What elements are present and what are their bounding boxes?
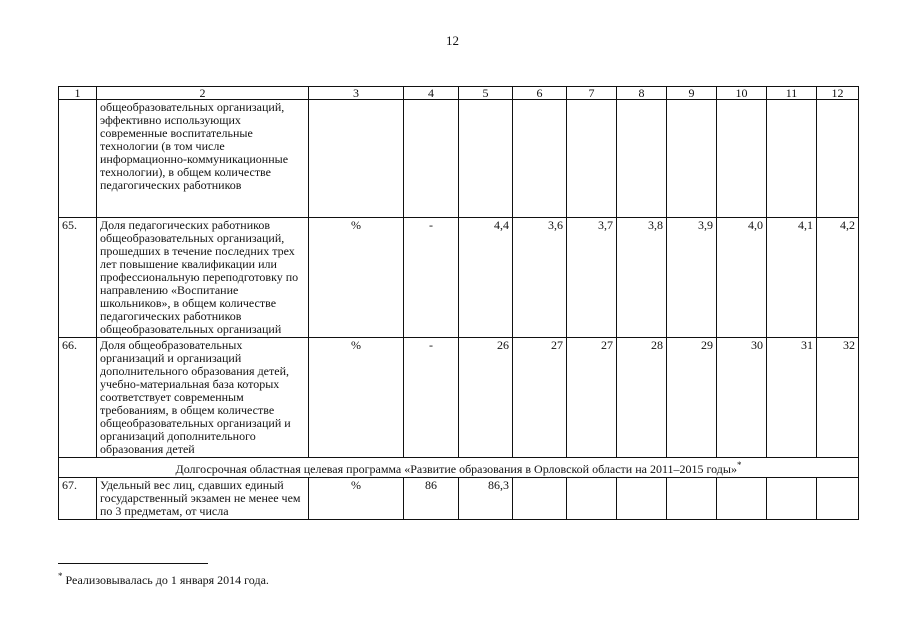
footnote-divider <box>58 563 208 564</box>
footnote-text: Реализовывалась до 1 января 2014 года. <box>65 573 269 587</box>
unit-cell: % <box>309 338 404 458</box>
indicator-description: Доля педагогических работников общеобразовательных организаций, прошедших в течение последних трех лет повышение квалификации или профессиональную переподготовку по направлению «Воспитание школьников», в общем количестве педагогических работников общеобразовательных организаций <box>97 218 309 338</box>
header-cell: 10 <box>717 87 767 100</box>
value-cell <box>459 100 513 218</box>
footnote-marker: * <box>736 460 742 470</box>
value-cell: 27 <box>567 338 617 458</box>
header-cell: 12 <box>817 87 859 100</box>
row-number <box>59 100 97 218</box>
page-number: 12 <box>446 33 459 48</box>
value-cell: 4,1 <box>767 218 817 338</box>
value-cell <box>567 100 617 218</box>
value-cell: - <box>404 218 459 338</box>
table-row <box>59 100 859 218</box>
value-cell <box>667 100 717 218</box>
indicator-description: общеобразовательных организаций, эффективно использующих современные воспитательные технологии (в том числе информационно-коммуникационные технологии), в общем количестве педагогических работников <box>97 100 309 218</box>
unit-cell: % <box>309 478 404 520</box>
header-cell: 8 <box>617 87 667 100</box>
row-number: 67. <box>59 478 97 520</box>
value-cell: 3,6 <box>513 218 567 338</box>
value-cell <box>513 478 567 520</box>
unit-cell: % <box>309 218 404 338</box>
value-cell: 86 <box>404 478 459 520</box>
value-cell: 31 <box>767 338 817 458</box>
value-cell: 4,2 <box>817 218 859 338</box>
value-cell: 4,0 <box>717 218 767 338</box>
header-cell: 4 <box>404 87 459 100</box>
value-cell <box>817 100 859 218</box>
value-cell: 30 <box>717 338 767 458</box>
value-cell <box>567 478 617 520</box>
value-cell <box>617 100 667 218</box>
header-cell: 5 <box>459 87 513 100</box>
value-cell: 3,9 <box>667 218 717 338</box>
header-cell: 3 <box>309 87 404 100</box>
value-cell: 3,7 <box>567 218 617 338</box>
value-cell <box>767 478 817 520</box>
indicator-description: Доля общеобразовательных организаций и организаций дополнительного образования детей, учебно-материальная база которых соответствует современным требованиям, в общем количестве общеобразовательных организаций и организаций дополнительного образования детей <box>97 338 309 458</box>
value-cell: 32 <box>817 338 859 458</box>
section-title: Долгосрочная областная целевая программа «Развитие образования в Орловской области на 2011–2015 годы» <box>175 462 737 476</box>
unit-cell <box>309 100 404 218</box>
section-row <box>59 458 859 478</box>
value-cell: 4,4 <box>459 218 513 338</box>
value-cell: 3,8 <box>617 218 667 338</box>
value-cell: 28 <box>617 338 667 458</box>
value-cell <box>817 478 859 520</box>
value-cell: 26 <box>459 338 513 458</box>
indicators-table <box>58 86 859 520</box>
row-number: 65. <box>59 218 97 338</box>
value-cell: 27 <box>513 338 567 458</box>
value-cell <box>667 478 717 520</box>
header-cell: 2 <box>97 87 309 100</box>
section-title-cell <box>59 458 859 478</box>
value-cell <box>717 100 767 218</box>
table-row <box>59 338 859 458</box>
value-cell <box>767 100 817 218</box>
header-cell: 9 <box>667 87 717 100</box>
table-row <box>59 478 859 520</box>
value-cell <box>717 478 767 520</box>
footnote <box>58 571 269 588</box>
value-cell <box>404 100 459 218</box>
value-cell: 29 <box>667 338 717 458</box>
row-number: 66. <box>59 338 97 458</box>
value-cell <box>617 478 667 520</box>
value-cell: 86,3 <box>459 478 513 520</box>
table-header-row <box>59 87 859 100</box>
value-cell <box>513 100 567 218</box>
header-cell: 11 <box>767 87 817 100</box>
header-cell: 1 <box>59 87 97 100</box>
footnote-mark: * <box>58 571 63 581</box>
table-row <box>59 218 859 338</box>
header-cell: 6 <box>513 87 567 100</box>
indicator-description: Удельный вес лиц, сдавших единый государственный экзамен не менее чем по 3 предметам, от числа <box>97 478 309 520</box>
header-cell: 7 <box>567 87 617 100</box>
value-cell: - <box>404 338 459 458</box>
